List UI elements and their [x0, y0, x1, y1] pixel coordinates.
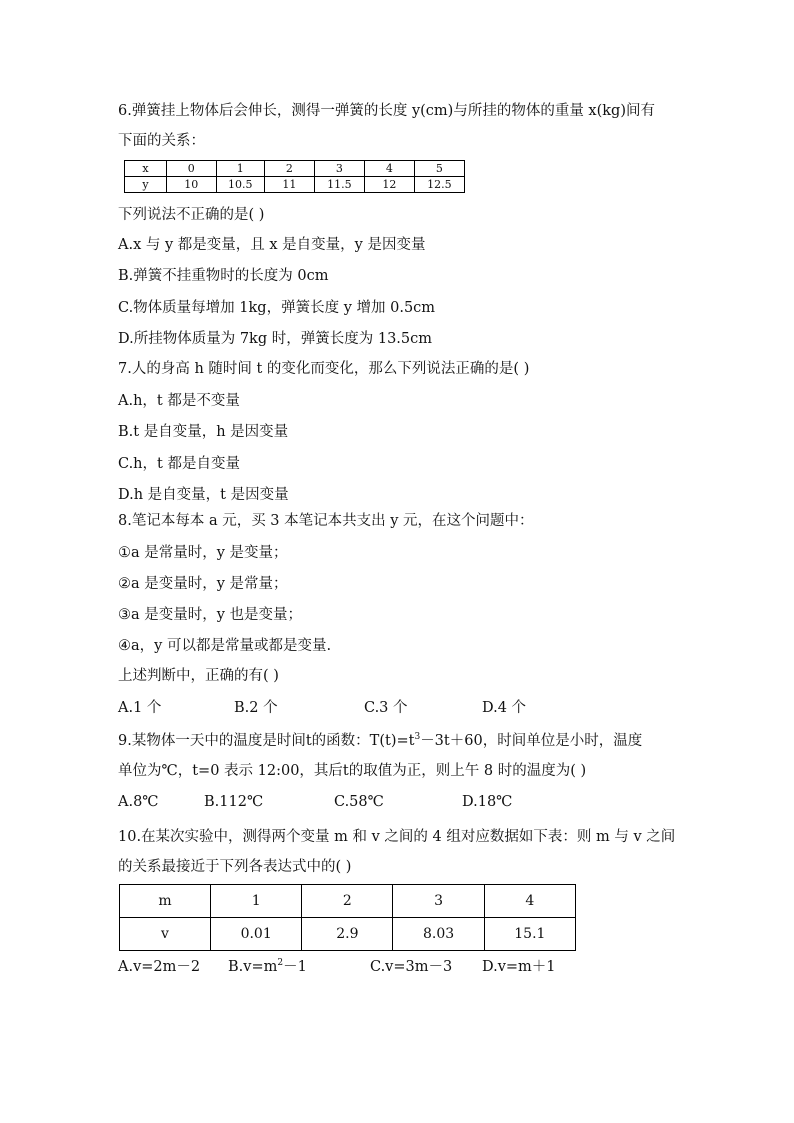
table-cell: v	[120, 918, 211, 951]
q8-option-d: D.4 个	[482, 700, 527, 716]
table-cell: 0	[166, 161, 216, 177]
table-cell: 12	[364, 177, 414, 193]
q10-stem-line2: 的关系最接近于下列各表达式中的( )	[118, 859, 352, 875]
table-row	[125, 177, 465, 193]
q8-option-a: A.1 个	[118, 700, 162, 716]
q7-option-b: B.t 是自变量，h 是因变量	[118, 424, 289, 440]
q10-table	[119, 884, 576, 951]
q10-option-a: A.v=2m－2	[118, 959, 201, 975]
table-cell: 15.1	[484, 918, 575, 951]
table-cell: m	[120, 885, 211, 918]
q7-option-d: D.h 是自变量，t 是因变量	[118, 487, 289, 503]
q9-stem-text: 9.某物体一天中的温度是时间t的函数：T(t)=t	[118, 733, 415, 749]
table-row	[120, 918, 576, 951]
q6-option-b: B.弹簧不挂重物时的长度为 0cm	[118, 268, 329, 284]
q9-stem-line1	[118, 731, 642, 751]
q9-option-d: D.18℃	[462, 794, 513, 810]
table-cell: 8.03	[393, 918, 484, 951]
q8-options	[118, 698, 526, 718]
q9-exponent: 3	[414, 732, 421, 743]
q8-stem: 8.笔记本每本 a 元，买 3 本笔记本共支出 y 元，在这个问题中：	[118, 513, 534, 529]
q7-option-a: A.h，t 都是不变量	[118, 393, 240, 409]
q9-options	[118, 792, 512, 812]
table-cell: 1	[216, 161, 264, 177]
q6-table	[124, 160, 465, 193]
table-cell: 3	[393, 885, 484, 918]
table-cell: 11	[264, 177, 314, 193]
q10-stem-line1: 10.在某次实验中，测得两个变量 m 和 v 之间的 4 组对应数据如下表：则 m 与 v 之间	[118, 829, 676, 845]
table-cell: 2	[264, 161, 314, 177]
q10-option-b-exponent: 2	[277, 958, 284, 969]
q6-option-a: A.x 与 y 都是变量，且 x 是自变量，y 是因变量	[118, 237, 426, 253]
table-row	[125, 161, 465, 177]
table-cell: 3	[314, 161, 364, 177]
q10-option-b-text: B.v=m	[228, 959, 278, 975]
table-cell: 10	[166, 177, 216, 193]
table-cell: x	[125, 161, 167, 177]
table-cell: 0.01	[211, 918, 302, 951]
q8-statement-4: ④a，y 可以都是常量或都是变量.	[118, 638, 332, 654]
q6-question: 下列说法不正确的是( )	[118, 207, 265, 223]
q9-option-a: A.8℃	[118, 794, 159, 810]
q8-question: 上述判断中，正确的有( )	[118, 668, 279, 684]
q7-stem: 7.人的身高 h 随时间 t 的变化而变化，那么下列说法正确的是( )	[118, 361, 530, 377]
q6-option-c: C.物体质量每增加 1kg，弹簧长度 y 增加 0.5cm	[118, 300, 436, 316]
q9-stem-line2: 单位为℃，t=0 表示 12:00，其后t的取值为正，则上午 8 时的温度为( )	[118, 763, 587, 779]
q10-options	[118, 957, 556, 977]
table-cell: y	[125, 177, 167, 193]
q8-option-b: B.2 个	[234, 700, 278, 716]
q9-stem-text-2: －3t＋60，时间单位是小时，温度	[420, 733, 643, 749]
q8-option-c: C.3 个	[364, 700, 408, 716]
q10-option-b	[228, 957, 370, 977]
q10-option-c: C.v=3m－3	[370, 959, 453, 975]
table-cell: 2.9	[302, 918, 393, 951]
q6-stem-line1: 6.弹簧挂上物体后会伸长，测得一弹簧的长度 y(cm)与所挂的物体的重量 x(kg)间有	[118, 103, 655, 119]
q6-stem-line2: 下面的关系：	[118, 133, 205, 149]
q7-option-c: C.h，t 都是自变量	[118, 456, 240, 472]
q8-statement-2: ②a 是变量时，y 是常量；	[118, 576, 288, 592]
q10-option-b-text-2: －1	[283, 959, 307, 975]
table-cell: 2	[302, 885, 393, 918]
q9-option-b: B.112℃	[204, 794, 264, 810]
table-cell: 4	[364, 161, 414, 177]
table-cell: 10.5	[216, 177, 264, 193]
q8-statement-1: ①a 是常量时，y 是变量；	[118, 545, 288, 561]
q10-option-d: D.v=m＋1	[482, 959, 556, 975]
table-cell: 11.5	[314, 177, 364, 193]
table-cell: 4	[484, 885, 575, 918]
q6-option-d: D.所挂物体质量为 7kg 时，弹簧长度为 13.5cm	[118, 331, 432, 347]
table-cell: 12.5	[414, 177, 464, 193]
table-cell: 1	[211, 885, 302, 918]
table-row	[120, 885, 576, 918]
table-cell: 5	[414, 161, 464, 177]
q8-statement-3: ③a 是变量时，y 也是变量；	[118, 607, 303, 623]
q9-option-c: C.58℃	[334, 794, 384, 810]
